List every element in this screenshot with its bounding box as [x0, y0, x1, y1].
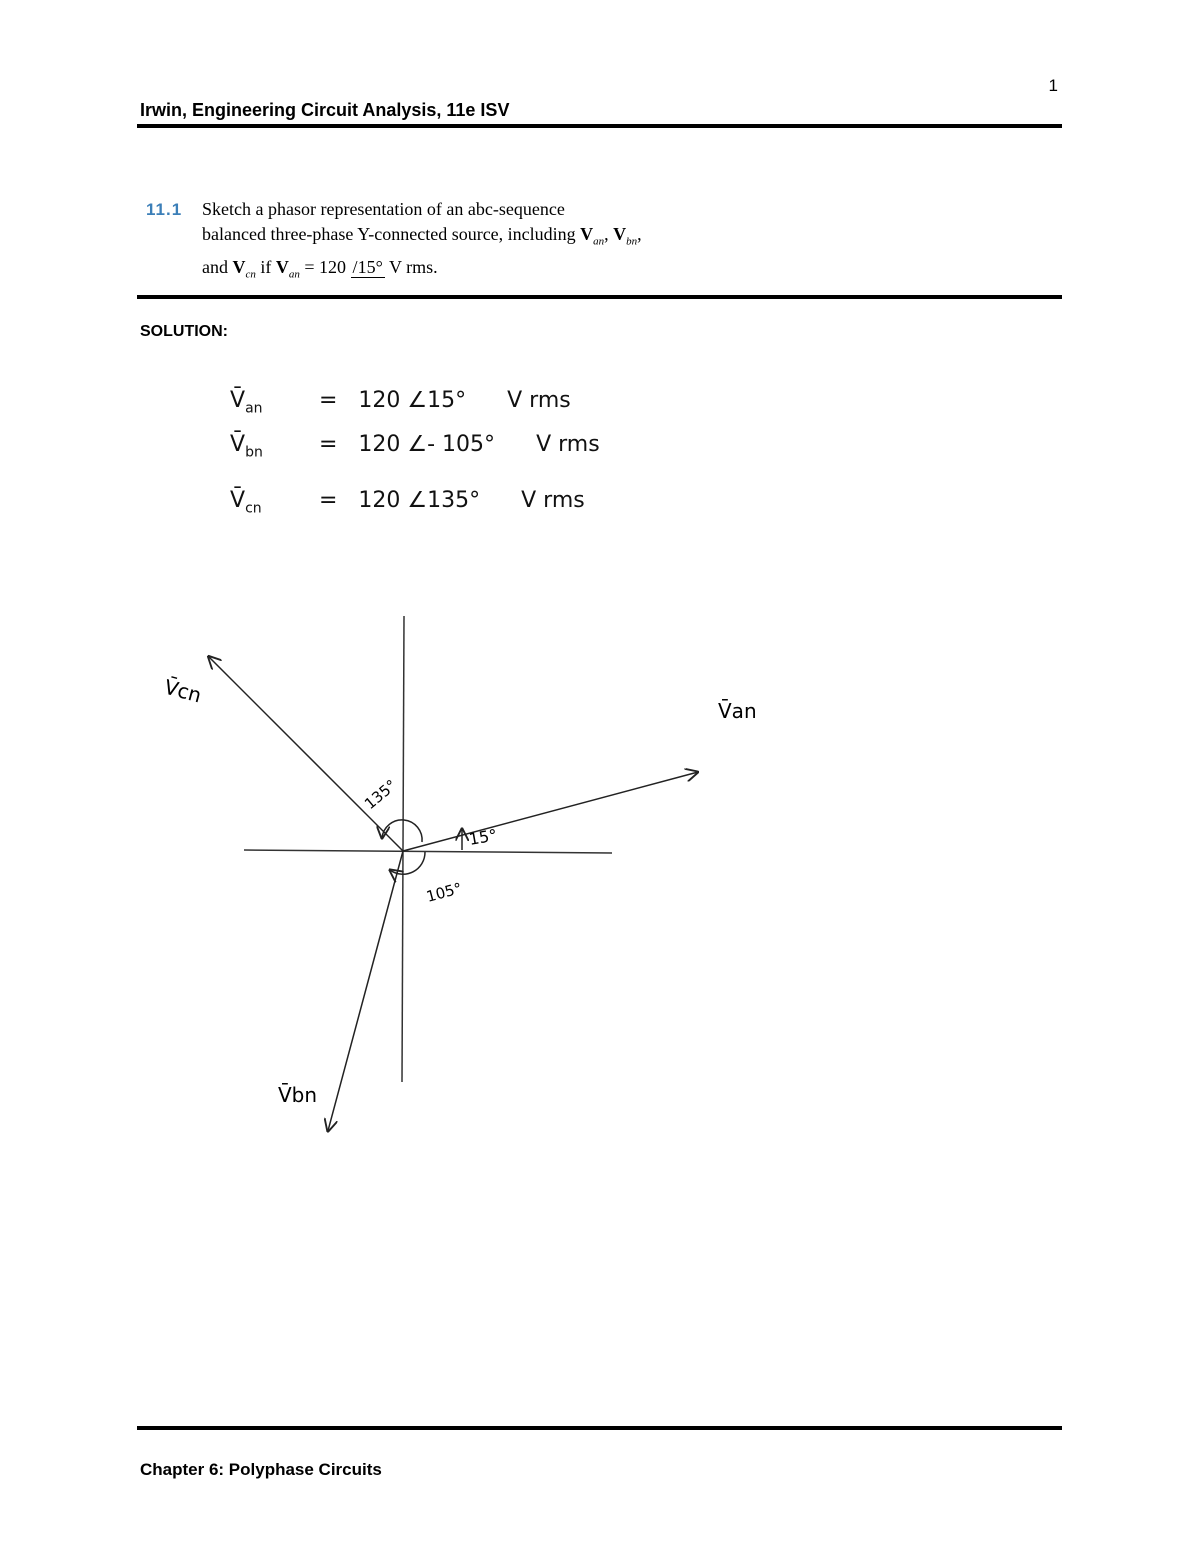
subscript-cn: cn [245, 268, 256, 281]
problem-line-2-text: balanced three-phase Y-connected source, including [202, 224, 581, 244]
arc-135 [382, 820, 422, 842]
v-symbol: V [275, 256, 289, 277]
phasor-label-vcn: V̄cn [161, 674, 205, 708]
v-symbol: V [232, 256, 246, 277]
problem-line-3-pre: and [202, 256, 233, 277]
angle-symbol: /15° [352, 256, 383, 277]
solution-label: SOLUTION: [140, 323, 228, 340]
equation-v: V̄ [230, 388, 246, 413]
arc-105 [390, 852, 425, 874]
real-axis [244, 850, 612, 853]
angle-label-15: 15° [467, 825, 499, 849]
v-symbol: V [613, 224, 627, 244]
equation-value: 120 ∠15° [358, 388, 467, 413]
subscript-an: an [593, 235, 605, 248]
equation-subscript: cn [245, 500, 262, 517]
phasor-arrow-vbn [328, 851, 403, 1131]
equation-value: 120 ∠135° [358, 488, 481, 513]
imaginary-axis [402, 616, 404, 1082]
page-number: 1 [1048, 76, 1058, 95]
problem-line-3-eq: = 120 [299, 256, 351, 277]
phasor-arrow-vcn [209, 657, 404, 852]
problem-line-3-unit: V rms. [384, 256, 438, 277]
subscript-an: an [288, 268, 300, 281]
equation-value: 120 ∠- 105° [358, 432, 496, 457]
equation-subscript: an [245, 400, 263, 417]
problem-angle-value: 15° [357, 256, 383, 277]
phasor-label-vbn: V̄bn [278, 1083, 318, 1107]
problem-number: 11.1 [146, 200, 183, 219]
equation-v: V̄ [230, 432, 246, 457]
angle-label-135: 135° [361, 776, 401, 814]
v-symbol: V [580, 224, 594, 244]
equation-unit: V rms [536, 432, 600, 457]
equation-equals: = [319, 432, 338, 457]
problem-line-3-if: if [255, 256, 276, 277]
equation-unit: V rms [521, 488, 585, 513]
subscript-bn: bn [626, 235, 638, 248]
phasor-arrow-van [403, 772, 698, 851]
equation-equals: = [319, 388, 338, 413]
equation-v: V̄ [230, 488, 246, 513]
phasor-label-van: V̄an [718, 699, 757, 723]
angle-label-105: 105° [424, 879, 464, 906]
equation-subscript: bn [245, 444, 263, 461]
problem-line-2: balanced three-phase Y-connected source, including $V_{an}$, $V_{bn}$, [202, 224, 642, 248]
problem-line-1: Sketch a phasor representation of an abc-sequence [202, 199, 565, 219]
equation-equals: = [319, 488, 338, 513]
equation-unit: V rms [507, 388, 571, 413]
footer-title: Chapter 6: Polyphase Circuits [140, 1460, 382, 1479]
header-title: Irwin, Engineering Circuit Analysis, 11e ISV [140, 100, 510, 120]
footer-rule [137, 1426, 1062, 1430]
